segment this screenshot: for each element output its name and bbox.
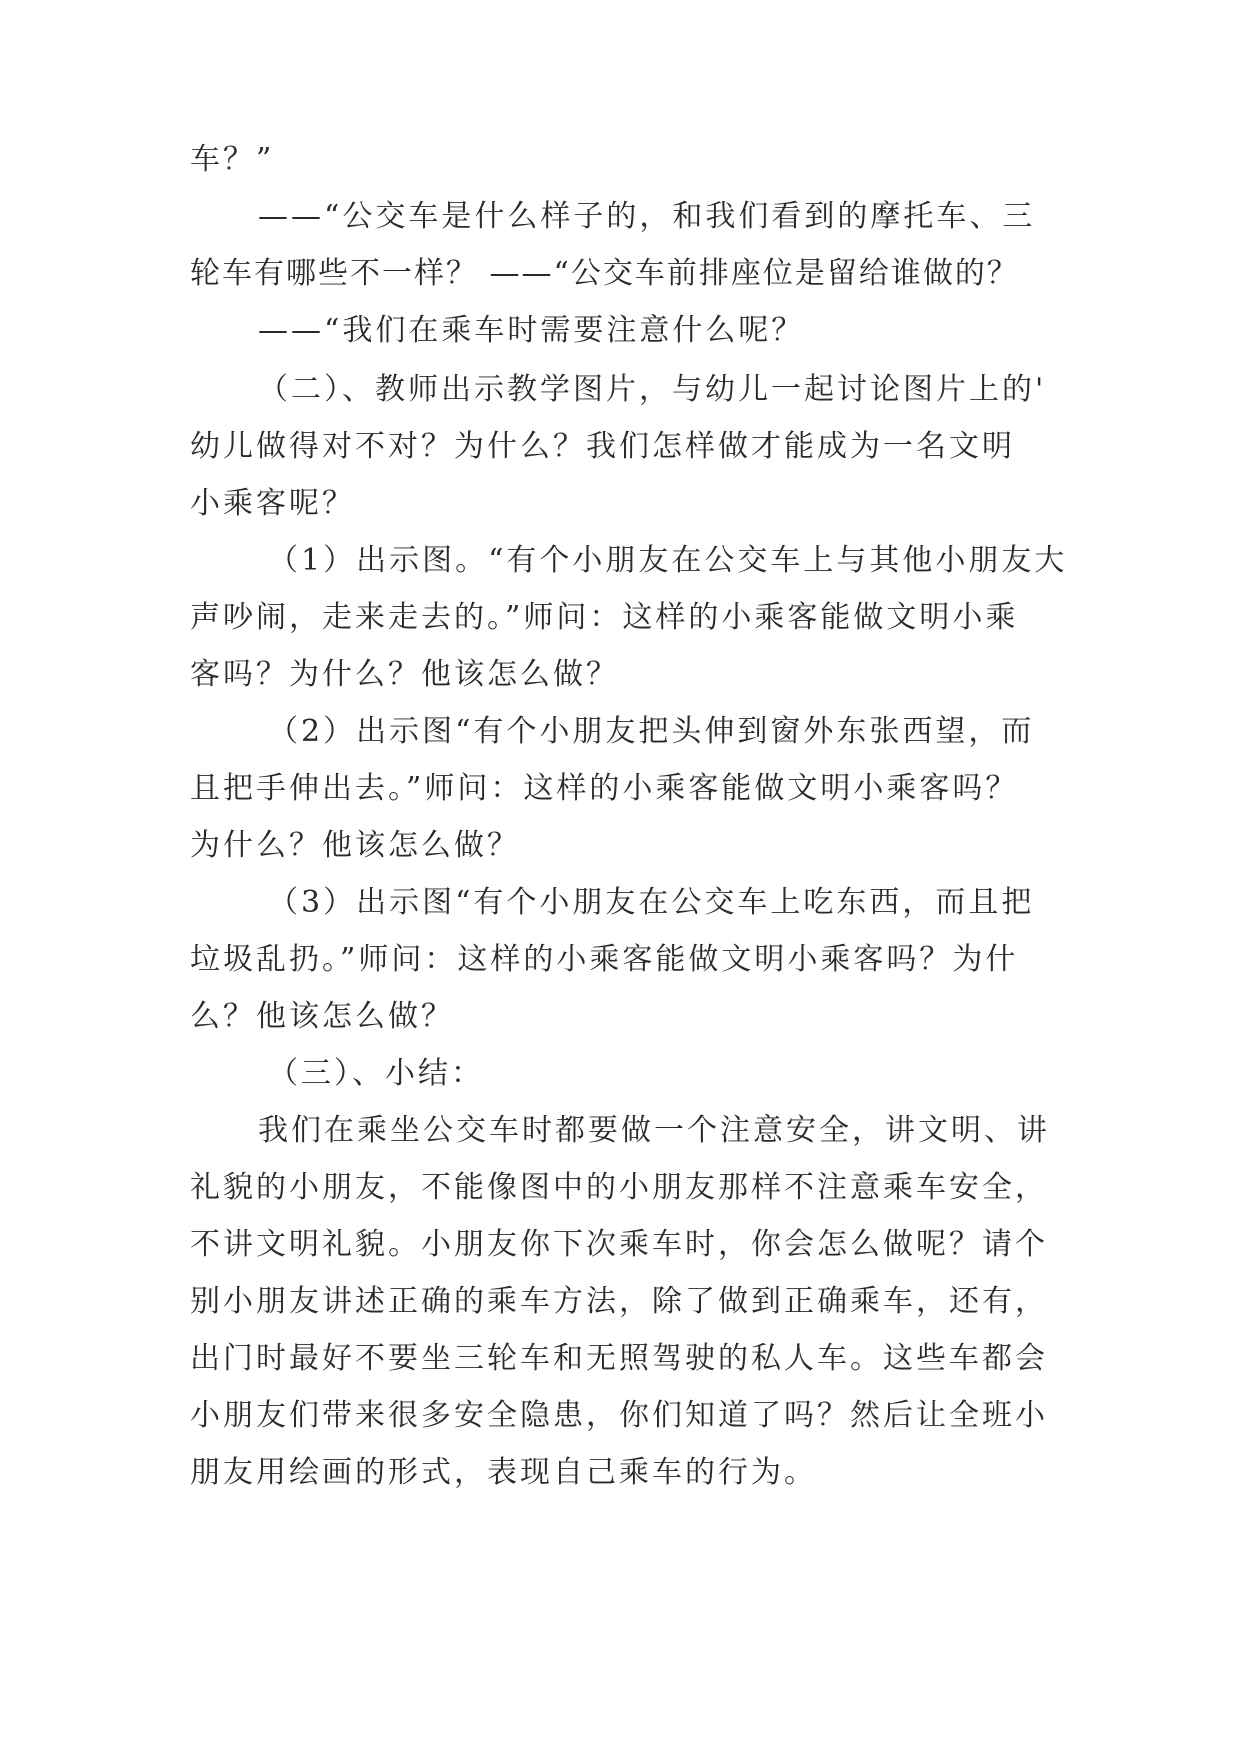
text-line: 且把手伸出去。”师问：这样的小乘客能做文明小乘客吗？ [190,771,1019,806]
text-line: 声吵闹，走来走去的。”师问：这样的小乘客能做文明小乘 [190,600,1019,635]
summary-paragraph-line: 不讲文明礼貌。小朋友你下次乘车时，你会怎么做呢？请个 [190,1227,1048,1262]
text-line: 么？他该怎么做？ [190,999,454,1034]
list-item-3: （3）出示图“有个小朋友在公交车上吃东西，而且把 [268,885,1035,920]
section-heading-two: （二）、教师出示教学图片，与幼儿一起讨论图片上的' [258,372,1047,407]
text-line-question-1: ——“公交车是什么样子的，和我们看到的摩托车、三 [258,199,1036,234]
text-line: 垃圾乱扔。”师问：这样的小乘客能做文明小乘客吗？为什 [190,942,1019,977]
text-line: 小乘客呢？ [190,486,355,521]
text-line-question-3: ——“我们在乘车时需要注意什么呢？ [258,313,805,348]
list-item-1: （1）出示图。“有个小朋友在公交车上与其他小朋友大 [268,543,1068,578]
summary-paragraph-line: 礼貌的小朋友，不能像图中的小朋友那样不注意乘车安全， [190,1170,1048,1205]
summary-paragraph-line: 别小朋友讲述正确的乘车方法，除了做到正确乘车，还有， [190,1284,1048,1319]
text-line-question-2: 轮车有哪些不一样？ ——“公交车前排座位是留给谁做的？ [190,256,1019,291]
text-line: 客吗？为什么？他该怎么做？ [190,657,619,692]
text-line: 幼儿做得对不对？为什么？我们怎样做才能成为一名文明 [190,429,1015,464]
summary-paragraph-line: 出门时最好不要坐三轮车和无照驾驶的私人车。这些车都会 [190,1341,1048,1376]
summary-paragraph-line: 小朋友们带来很多安全隐患，你们知道了吗？然后让全班小 [190,1398,1048,1433]
summary-paragraph-line: 朋友用绘画的形式，表现自己乘车的行为。 [190,1455,817,1490]
list-item-2: （2）出示图“有个小朋友把头伸到窗外东张西望，而 [268,714,1035,749]
text-line-continuation: 车？” [190,142,275,177]
summary-paragraph-line: 我们在乘坐公交车时都要做一个注意安全，讲文明、讲 [258,1113,1050,1148]
text-line: 为什么？他该怎么做？ [190,828,520,863]
section-heading-three: （三）、小结： [268,1056,484,1091]
